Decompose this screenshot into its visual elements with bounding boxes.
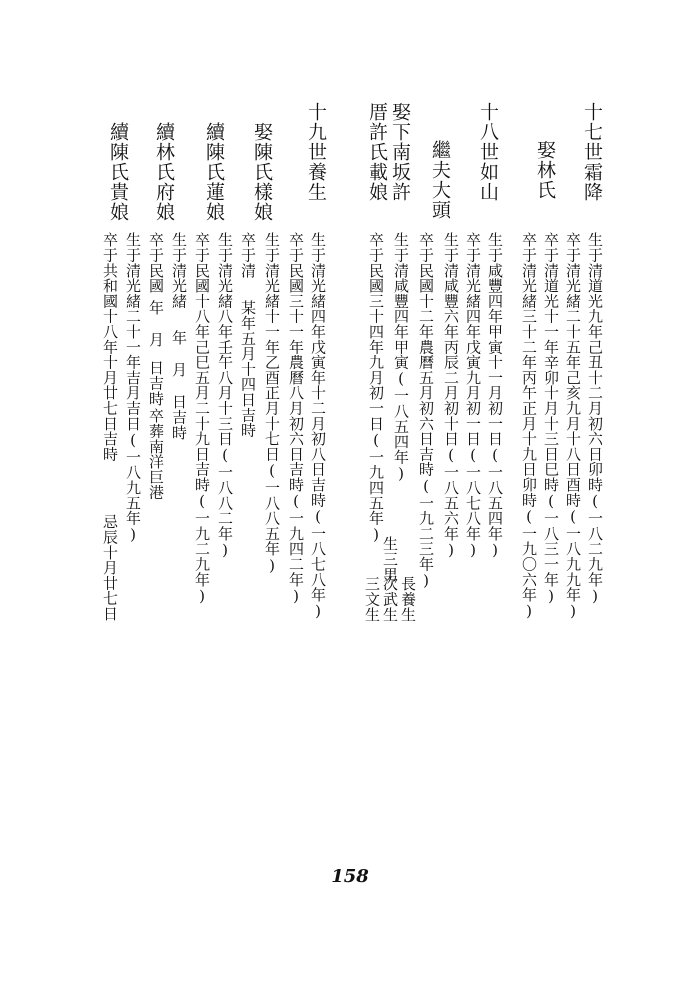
sons-label: 生三男 xyxy=(381,536,399,582)
record-death-wife18b: 卒于民國三十四年九月初一日(一九四五年) xyxy=(367,232,385,544)
gen17-name: 十七世霜降 xyxy=(581,102,603,202)
record-death-wife19c-day: 日吉時 xyxy=(147,360,165,406)
gen18-name: 十八世如山 xyxy=(477,102,499,202)
record-birth-g18: 生于咸豐四年甲寅十一月初一日(一八五四年) xyxy=(486,232,504,560)
gen19-name: 十九世養生 xyxy=(305,102,327,202)
record-birth-wife19c: 生于清光緒 xyxy=(170,232,188,309)
gen17-wife: 娶林氏 xyxy=(534,140,556,200)
record-birth-wife19c-year: 年 xyxy=(170,330,188,346)
gen19-wife-b: 續陳氏蓮娘 xyxy=(203,122,225,222)
record-death-g17b: 卒于清光緒三十二年丙午正月十九日卯時(一九〇六年) xyxy=(520,232,538,621)
record-birth-g19: 生于清光緒四年戊寅年十二月初八日吉時(一八七八年) xyxy=(309,232,327,621)
record-birth-wife19c-day: 日吉時 xyxy=(170,394,188,440)
record-birth-wife18: 生于清咸豐六年丙辰二月初十日(一八五六年) xyxy=(442,232,460,560)
record-memorial-wife19d: 忌辰十月廿七日 xyxy=(101,514,119,622)
gen19-wife-a: 娶陳氏樣娘 xyxy=(251,122,273,222)
page-number: 158 xyxy=(331,866,369,887)
record-burial-wife19c: 卒葬南洋巨港 xyxy=(147,408,165,500)
record-death-wife18: 卒于民國十二年農曆五月初六日吉時(一九二三年) xyxy=(417,232,435,590)
record-death-g17: 卒于清光緒二十五年己亥九月十八日酉時(一八九九年) xyxy=(564,232,582,621)
record-death-wife19a-b: 某年五月十四日吉時 xyxy=(239,300,257,438)
record-birth-wife19a: 生于清光緒十一年乙酉正月十七日(一八八五年) xyxy=(263,232,281,575)
record-death-wife19a: 卒于清 xyxy=(239,232,257,278)
record-death-g18: 卒于清光緒四年戊寅九月初一日(一八七八年) xyxy=(464,232,482,560)
record-death-g19: 卒于民國三十一年農曆八月初六日吉時(一九四二年) xyxy=(287,232,305,606)
record-death-wife19d: 卒于共和國十八年十月廿七日吉時 xyxy=(101,232,119,462)
record-death-wife17: 卒于清道光十一年辛卯十月十三日巳時(一八三一年) xyxy=(542,232,560,606)
gen19-wife-d: 續陳氏貴娘 xyxy=(107,122,129,222)
record-birth-wife19b: 生于清光緒八年壬午八月十三日(一八八二年) xyxy=(216,232,234,560)
son-1: 長養生 xyxy=(399,576,417,622)
record-birth-g17: 生于清道光九年己丑十二月初六日卯時(一八二九年) xyxy=(586,232,604,606)
record-death-wife19c-month: 月 xyxy=(147,332,165,348)
record-birth-wife19c-month: 月 xyxy=(170,362,188,378)
gen19-wife-c: 續林氏府娘 xyxy=(153,122,175,222)
son-3: 三文生 xyxy=(363,576,381,622)
record-death-wife19c-year: 年 xyxy=(147,300,165,316)
record-birth-wife19d: 生于清光緒二十一年吉月吉日(一八九五年) xyxy=(124,232,142,544)
gen18-wife-c: 厝許氏載娘 xyxy=(366,102,388,202)
record-death-wife19c: 卒于民國 xyxy=(147,232,165,294)
son-2: 次武生 xyxy=(381,576,399,622)
record-death-wife19b: 卒于民國十八年己巳五月二十九日吉時(一九二九年) xyxy=(193,232,211,606)
gen18-wife-a: 繼夫大頭 xyxy=(429,140,451,220)
gen18-wife-b: 娶下南坂許 xyxy=(389,102,411,202)
record-birth-wife18b: 生于清咸豐四年甲寅(一八五四年) xyxy=(392,232,410,483)
